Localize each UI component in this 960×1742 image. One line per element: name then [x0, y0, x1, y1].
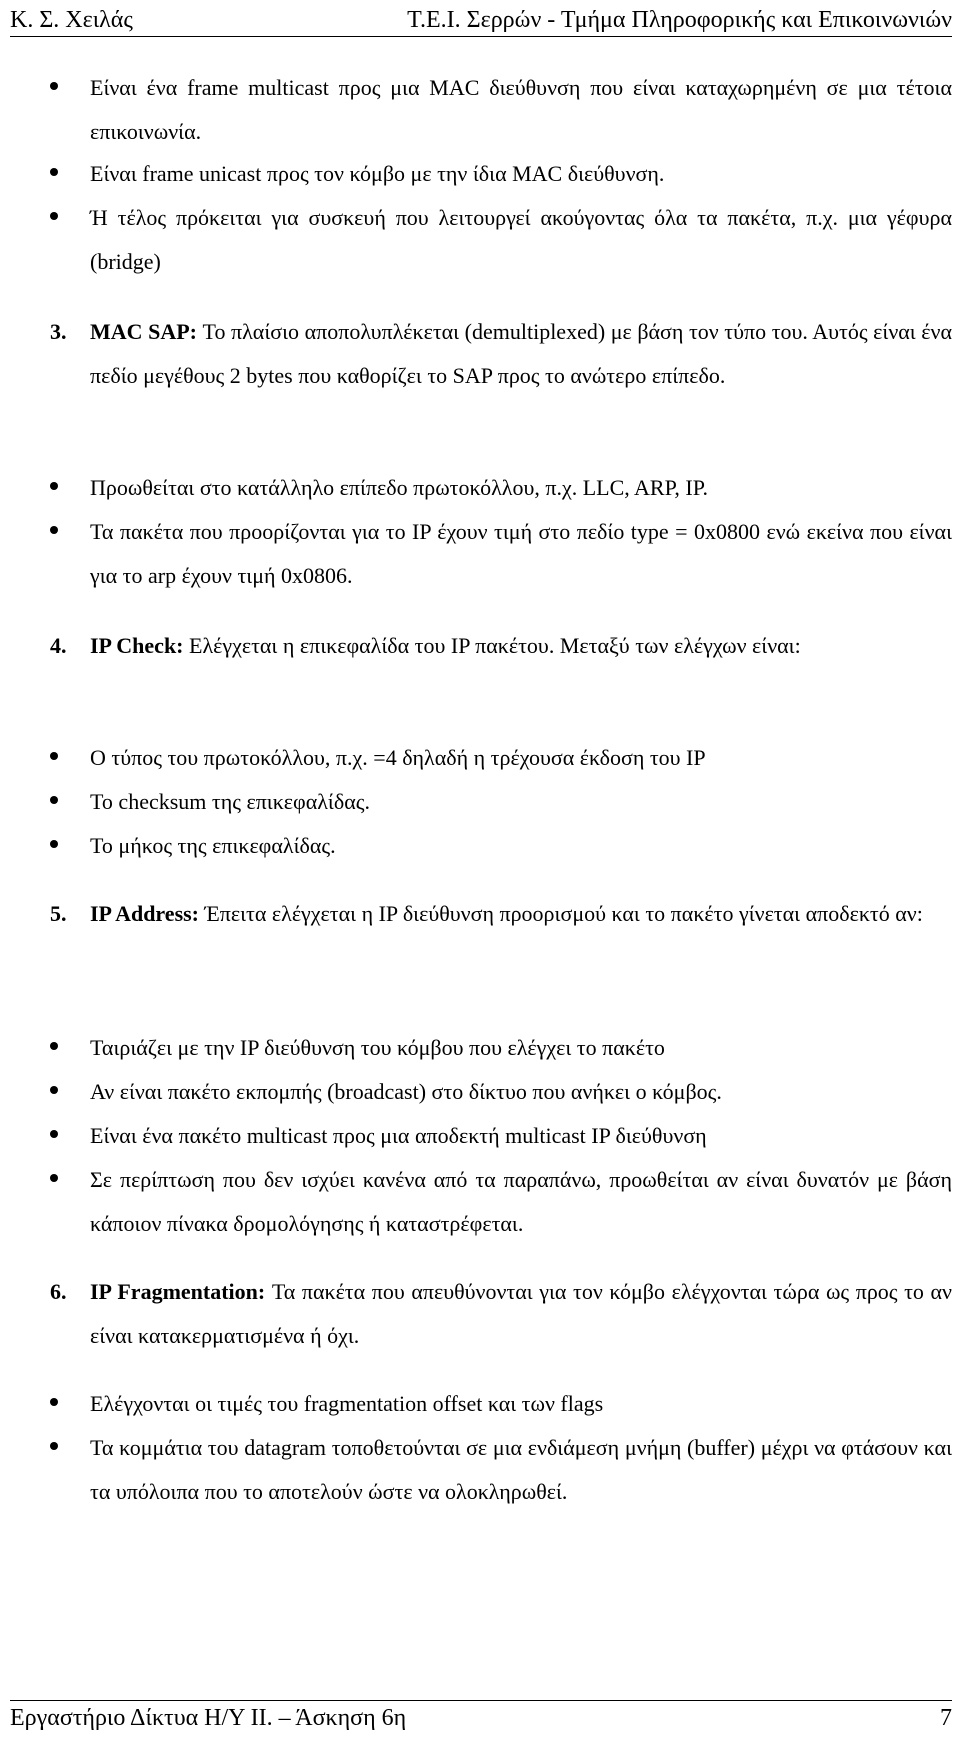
bullet-dot [50, 1042, 60, 1052]
section-number: 6. [50, 1279, 67, 1304]
section-paragraph [90, 624, 952, 668]
list-item: Είναι ένα πακέτο multicast προς μια αποδεκτή multicast IP διεύθυνση [90, 1123, 707, 1148]
list-item: Είναι ένα frame multicast προς μια MAC διεύθυνση που είναι καταχωρημένη σε μια τέτοια επικοινωνία. [90, 75, 952, 144]
list-item: Σε περίπτωση που δεν ισχύει κανένα από τα παραπάνω, προωθείται αν είναι δυνατόν με βάση κάποιον πίνακα δρομολόγησης ή καταστρέφεται. [90, 1167, 952, 1236]
bullet-dot [50, 482, 60, 492]
bullet-dot [50, 168, 60, 178]
footer-divider [10, 1700, 952, 1701]
bullet-dot [50, 1130, 60, 1140]
section-text: Το πλαίσιο αποπολυπλέκεται (demultiplexed) με βάση τον τύπο του. Αυτός είναι ένα πεδίο μεγέθους 2 bytes που καθορίζει το SAP προς το ανώτερο επίπεδο. [90, 319, 952, 388]
page-number: 7 [940, 1705, 952, 1731]
list-item: Τα κομμάτια του datagram τοποθετούνται σε μια ενδιάμεση μνήμη (buffer) μέχρι να φτάσουν και τα υπόλοιπα που το αποτελούν ώστε να ολοκληρωθεί. [90, 1435, 952, 1504]
section-paragraph [90, 310, 952, 398]
header-author: Κ. Σ. Χειλάς [10, 7, 133, 33]
list-item: Ταιριάζει με την IP διεύθυνση του κόμβου που ελέγχει το πακέτο [90, 1035, 665, 1060]
bullet-dot [50, 1086, 60, 1096]
section-number: 4. [50, 633, 67, 658]
bullet-dot [50, 526, 60, 536]
section-paragraph [90, 1270, 952, 1358]
section-number: 5. [50, 901, 67, 926]
section-title: IP Fragmentation: [90, 1279, 266, 1304]
page-header [10, 6, 952, 36]
footer-course: Εργαστήριο Δίκτυα Η/Υ ΙΙ. – Άσκηση 6η [10, 1705, 407, 1731]
list-item: Ή τέλος πρόκειται για συσκευή που λειτουργεί ακούγοντας όλα τα πακέτα, π.χ. μια γέφυρα (bridge) [90, 205, 952, 274]
bullet-dot [50, 212, 60, 222]
list-item: Ελέγχονται οι τιμές του fragmentation offset και των flags [90, 1391, 604, 1416]
section-title: IP Check: [90, 633, 184, 658]
page-footer [10, 1703, 952, 1737]
section-text: Έπειτα ελέγχεται η IP διεύθυνση προορισμού και το πακέτο γίνεται αποδεκτό αν: [199, 901, 923, 926]
list-item: Προωθείται στο κατάλληλο επίπεδο πρωτοκόλλου, π.χ. LLC, ARP, IP. [90, 475, 709, 500]
section-title: IP Address: [90, 901, 200, 926]
section-title: MAC SAP: [90, 319, 197, 344]
bullet-dot [50, 752, 60, 762]
bullet-dot [50, 796, 60, 806]
section-paragraph [90, 892, 952, 936]
list-item: Είναι frame unicast προς τον κόμβο με την ίδια MAC διεύθυνση. [90, 161, 665, 186]
bullet-dot [50, 82, 60, 92]
bullet-dot [50, 1442, 60, 1452]
list-item: Ο τύπος του πρωτοκόλλου, π.χ. =4 δηλαδή η τρέχουσα έκδοση του IP [90, 745, 706, 770]
header-divider [10, 36, 952, 37]
list-item: Το μήκος της επικεφαλίδας. [90, 833, 336, 858]
bullet-dot [50, 1174, 60, 1184]
bullet-dot [50, 840, 60, 850]
section-text: Ελέγχεται η επικεφαλίδα του IP πακέτου. Μεταξύ των ελέγχων είναι: [183, 633, 801, 658]
list-item: Τα πακέτα που προορίζονται για το IP έχουν τιμή στο πεδίο type = 0x0800 ενώ εκείνα που είναι για το arp έχουν τιμή 0x0806. [90, 519, 952, 588]
section-text: Τα πακέτα που απευθύνονται για τον κόμβο ελέγχονται τώρα ως προς το αν είναι κατακερματισμένα ή όχι. [90, 1279, 952, 1348]
header-institution: Τ.Ε.Ι. Σερρών - Τμήμα Πληροφορικής και Επικοινωνιών [407, 7, 952, 33]
list-item: Το checksum της επικεφαλίδας. [90, 789, 370, 814]
section-number: 3. [50, 319, 67, 344]
bullet-dot [50, 1398, 60, 1408]
list-item: Αν είναι πακέτο εκπομπής (broadcast) στο δίκτυο που ανήκει ο κόμβος. [90, 1079, 722, 1104]
